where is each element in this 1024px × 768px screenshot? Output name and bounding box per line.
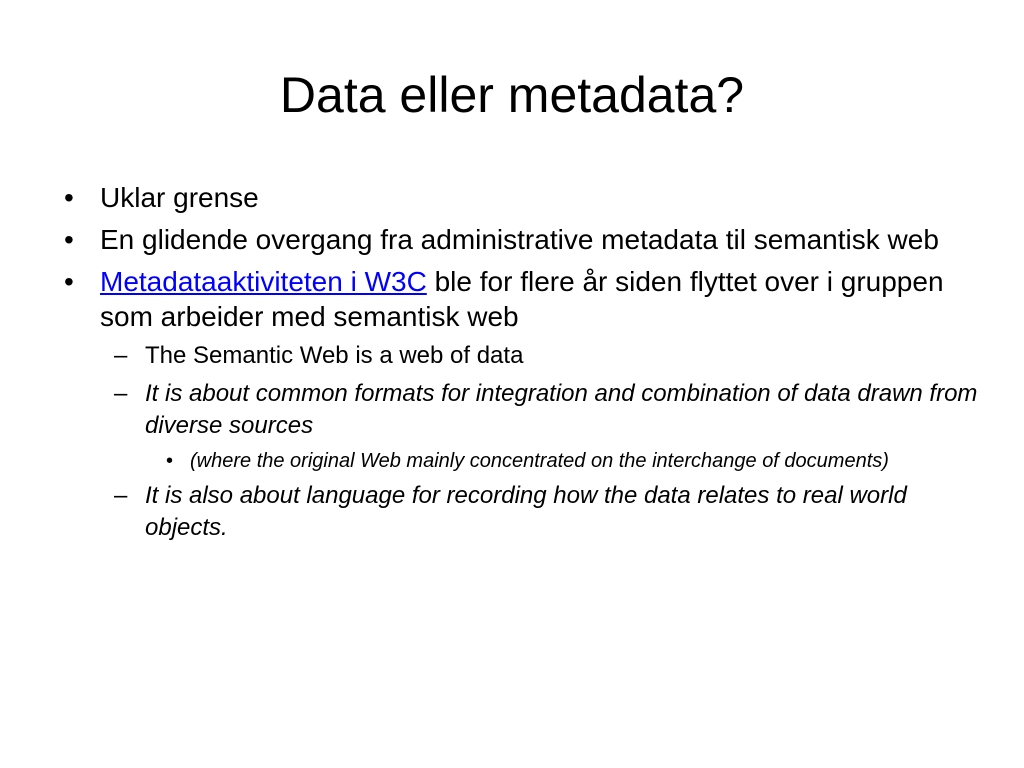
sub-bullet-text: The Semantic Web is a web of data [145, 342, 524, 369]
dash-marker: – [114, 482, 128, 509]
sub-sub-bullet-item [58, 448, 978, 474]
sub-bullet-text: It is also about language for recording how the data relates to real world objects. [145, 482, 907, 541]
slide-body [58, 180, 978, 544]
bullet-item [58, 222, 978, 257]
sub-sub-bullet-text: (where the original Web mainly concentrated on the interchange of documents) [190, 450, 889, 472]
bullet-text: ble for flere år siden flyttet over i gruppen som arbeider med semantisk web [100, 266, 944, 332]
bullet-item [58, 180, 978, 215]
dash-marker: – [114, 342, 128, 369]
slide-title: Data eller metadata? [279, 67, 745, 123]
sub-bullet-item [58, 340, 978, 372]
sub-bullet-item [58, 378, 978, 442]
bullet-item [58, 264, 978, 334]
w3c-metadata-link[interactable]: Metadataaktiviteten i W3C [100, 266, 427, 297]
bullet-text: En glidende overgang fra administrative metadata til semantisk web [100, 224, 939, 255]
dash-marker: – [114, 380, 128, 407]
bullet-marker: • [64, 182, 74, 213]
bullet-marker: • [64, 266, 74, 297]
bullet-marker: • [64, 224, 74, 255]
bullet-marker: • [166, 450, 174, 472]
bullet-text: Uklar grense [100, 182, 259, 213]
sub-bullet-text: It is about common formats for integration and combination of data drawn from diverse sources [145, 380, 978, 439]
sub-bullet-item [58, 480, 978, 544]
